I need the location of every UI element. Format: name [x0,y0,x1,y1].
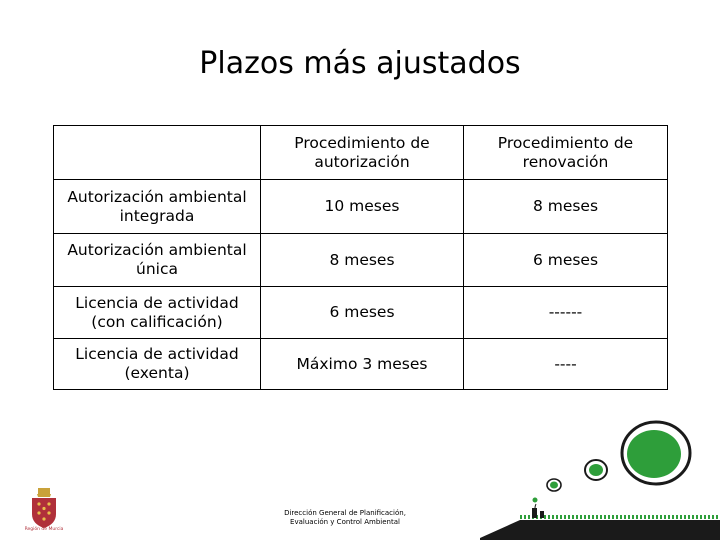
table-cell: 8 meses [464,180,668,234]
table-row-label: Autorización ambiental integrada [54,180,261,234]
table-cell: ------ [464,287,668,339]
crest-caption: Región de Murcia [24,527,64,532]
table-cell: ---- [464,339,668,390]
table-cell: 8 meses [261,234,464,287]
table-row-label: Autorización ambiental única [54,234,261,287]
table-row [54,287,668,339]
footer-line: Evaluación y Control Ambiental [290,518,400,526]
footer-line: Dirección General de Planificación, [284,509,406,517]
table-row-label: Licencia de actividad (exenta) [54,339,261,390]
table-cell: Máximo 3 meses [261,339,464,390]
table-row [54,339,668,390]
deadlines-table [53,125,668,390]
slide-title: Plazos más ajustados [199,46,521,81]
table-header-cell: Procedimiento de renovación [464,126,668,180]
table-cell: 10 meses [261,180,464,234]
table-row [54,234,668,287]
footer-text [270,509,420,527]
table-row [54,180,668,234]
table-cell: 6 meses [464,234,668,287]
table-header-cell [54,126,261,180]
table-header-row [54,126,668,180]
decorative-bubbles-graphic [480,400,720,540]
table-cell: 6 meses [261,287,464,339]
table-row-label: Licencia de actividad (con calificación) [54,287,261,339]
table-header-cell: Procedimiento de autorización [261,126,464,180]
